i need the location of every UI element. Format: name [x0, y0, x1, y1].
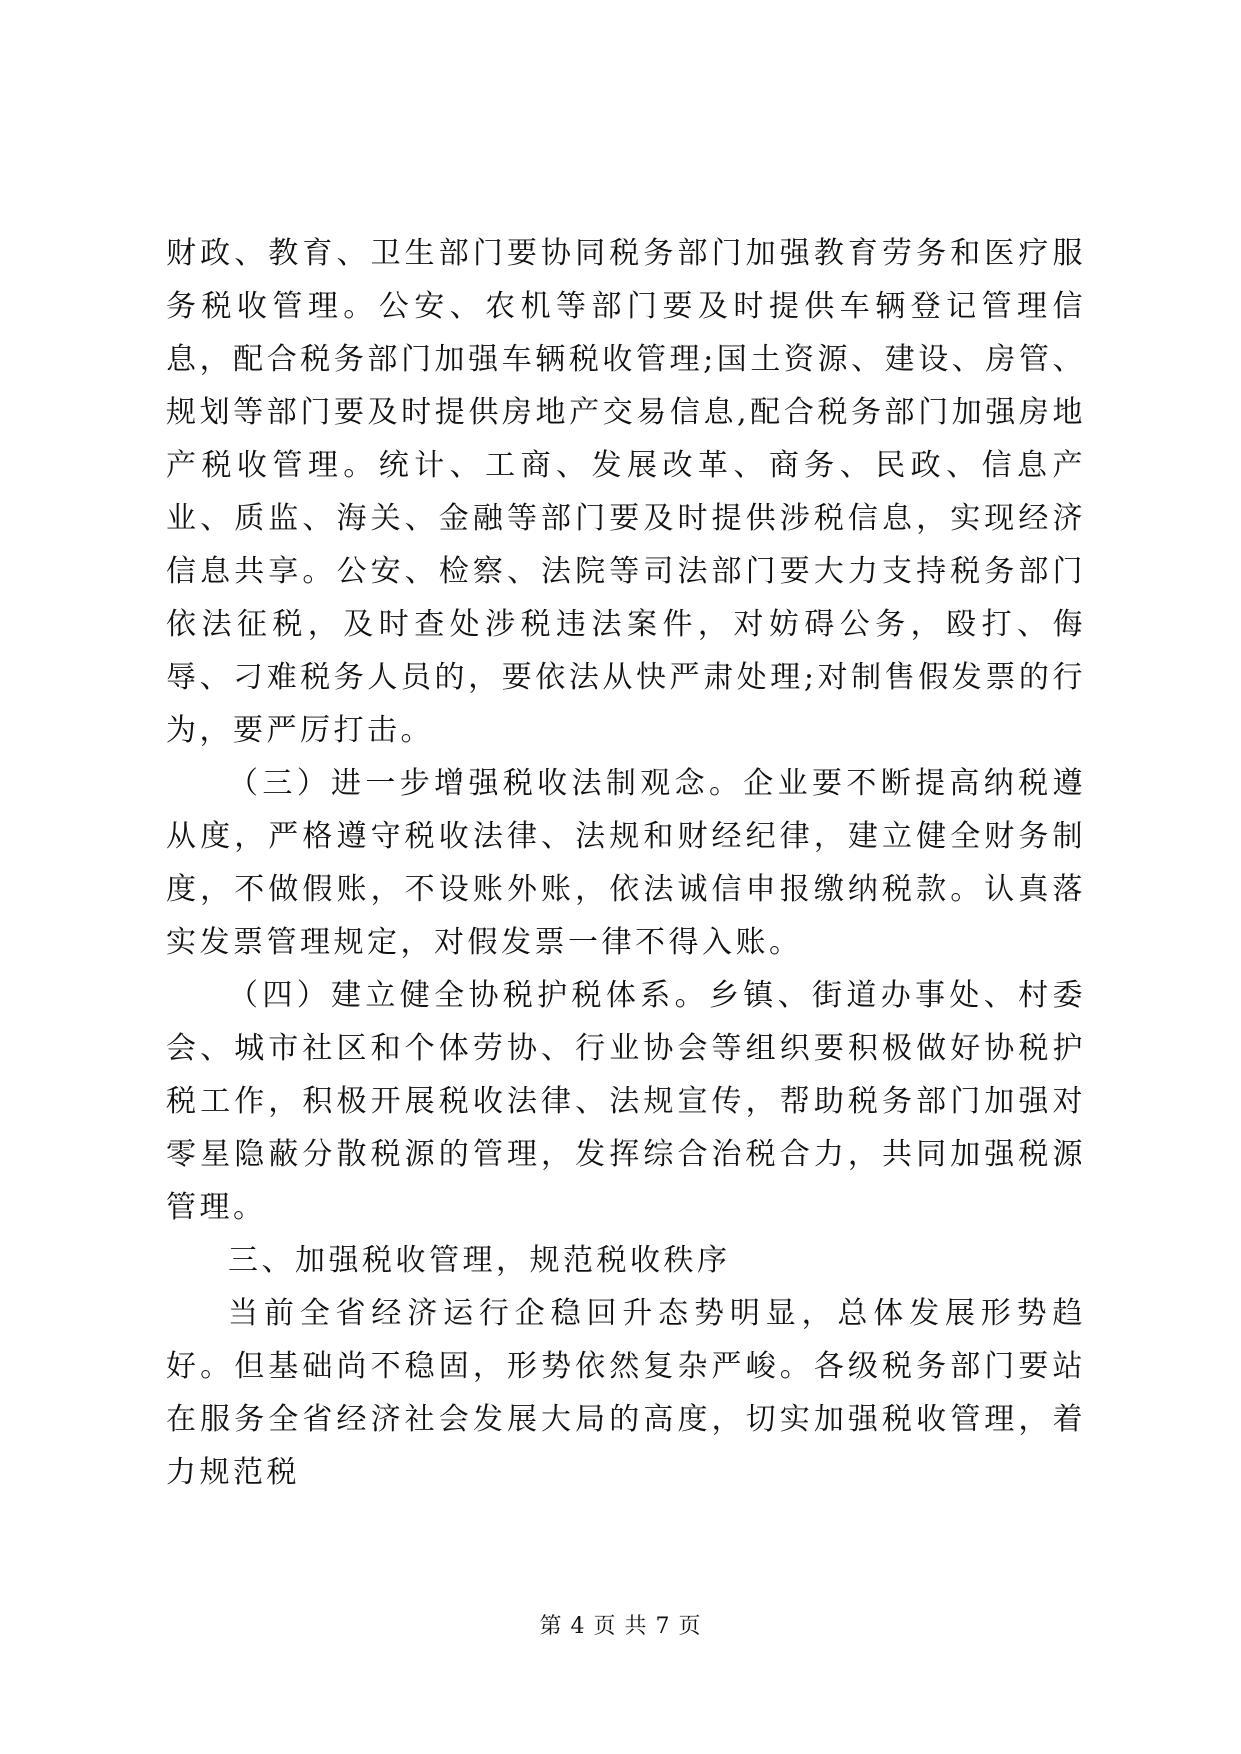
page-number-footer: 第 4 页 共 7 页: [539, 1614, 702, 1639]
document-body: [166, 227, 1086, 1499]
paragraph-3: （四）建立健全协税护税体系。乡镇、街道办事处、村委会、城市社区和个体劳协、行业协会等组织要积极做好协税护税工作，积极开展税收法律、法规宣传，帮助税务部门加强对零星隐蔽分散税源的管理，发挥综合治税合力，共同加强税源管理。: [166, 978, 1086, 1225]
paragraph-5: 当前全省经济运行企稳回升态势明显，总体发展形势趋好。但基础尚不稳固，形势依然复杂严峻。各级税务部门要站在服务全省经济社会发展大局的高度，切实加强税收管理，着力规范税: [166, 1296, 1086, 1490]
section-heading: 三、加强税收管理，规范税收秩序: [228, 1243, 731, 1278]
paragraph-1: 财政、教育、卫生部门要协同税务部门加强教育劳务和医疗服务税收管理。公安、农机等部门要及时提供车辆登记管理信息，配合税务部门加强车辆税收管理;国土资源、建设、房管、规划等部门要及时提供房地产交易信息,配合税务部门加强房地产税收管理。统计、工商、发展改革、商务、民政、信息产业、质监、海关、金融等部门要及时提供涉税信息，实现经济信息共享。公安、检察、法院等司法部门要大力支持税务部门依法征税，及时查处涉税违法案件，对妨碍公务，殴打、侮辱、刁难税务人员的，要依法从快严肃处理;对制售假发票的行为，要严厉打击。: [166, 236, 1086, 748]
paragraph-2: （三）进一步增强税收法制观念。企业要不断提高纳税遵从度，严格遵守税收法律、法规和财经纪律，建立健全财务制度，不做假账，不设账外账，依法诚信申报缴纳税款。认真落实发票管理规定，对假发票一律不得入账。: [166, 766, 1086, 960]
